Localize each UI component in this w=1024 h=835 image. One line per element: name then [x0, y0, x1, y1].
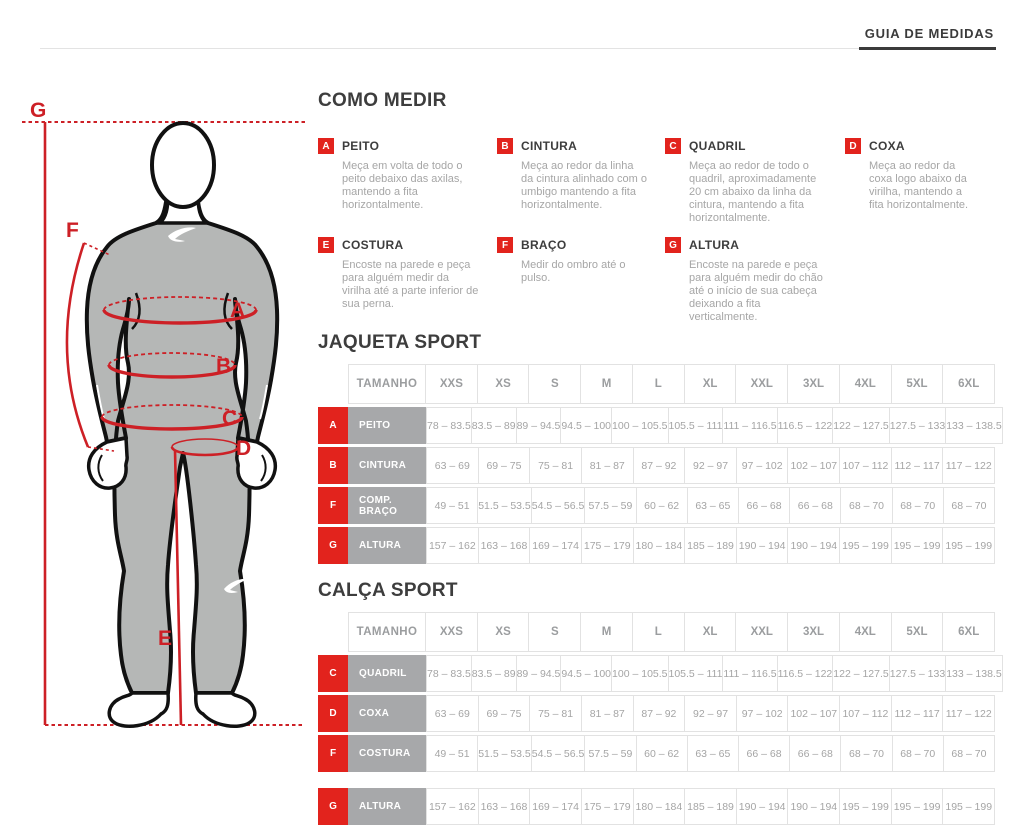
measurement-value-cell: 185 – 189 — [684, 527, 737, 564]
size-column-header: L — [632, 612, 685, 652]
measure-letter-badge: F — [497, 237, 513, 253]
pants-table-title: CALÇA SPORT — [318, 580, 458, 601]
table-corner-spacer — [318, 364, 348, 404]
measurement-value-cell: 100 – 105.5 — [611, 407, 668, 444]
measurement-row-peito — [318, 407, 1002, 444]
measurement-value-cell: 78 – 83.5 — [426, 407, 472, 444]
measure-item-header — [497, 138, 647, 154]
measurement-value-cell: 69 – 75 — [478, 695, 531, 732]
measurement-value-cell: 68 – 70 — [840, 735, 892, 772]
measurement-value-cell: 105.5 – 111 — [668, 407, 724, 444]
measure-item-coxa — [845, 138, 995, 225]
measurement-value-cell: 122 – 127.5 — [832, 655, 889, 692]
measure-item-quadril — [665, 138, 845, 225]
row-measurement-label: COSTURA — [348, 735, 426, 772]
arm-measure-curve — [67, 243, 88, 447]
measurement-value-cell: 190 – 194 — [736, 527, 789, 564]
measurement-value-cell: 107 – 112 — [839, 695, 892, 732]
left-hand — [89, 438, 128, 488]
row-letter-badge: G — [318, 788, 348, 825]
measurement-value-cell: 195 – 199 — [942, 527, 995, 564]
row-measurement-label: ALTURA — [348, 788, 426, 825]
row-measurement-label: QUADRIL — [348, 655, 426, 692]
measure-item-name: COXA — [869, 139, 905, 153]
measurement-value-cell: 157 – 162 — [426, 527, 479, 564]
measurement-value-cell: 92 – 97 — [684, 447, 737, 484]
measurement-value-cell: 195 – 199 — [839, 788, 892, 825]
measurement-value-cell: 94.5 – 100 — [560, 655, 612, 692]
row-measurement-label: PEITO — [348, 407, 426, 444]
measurement-row-costura — [318, 735, 995, 772]
measure-item-header — [318, 138, 479, 154]
measure-item-costura — [318, 237, 497, 324]
size-column-header: 4XL — [839, 612, 892, 652]
row-measurement-label: CINTURA — [348, 447, 426, 484]
measurement-value-cell: 195 – 199 — [839, 527, 892, 564]
measurement-value-cell: 63 – 69 — [426, 695, 479, 732]
row-letter-badge: D — [318, 695, 348, 732]
measure-item-name: PEITO — [342, 139, 380, 153]
figure-label-d: D — [236, 437, 252, 460]
measurement-value-cell: 51.5 – 53.5 — [477, 735, 532, 772]
size-column-header: XXL — [735, 364, 788, 404]
measurement-value-cell: 195 – 199 — [891, 788, 944, 825]
measurement-value-cell: 133 – 138.5 — [945, 655, 1002, 692]
measurement-value-cell: 63 – 65 — [687, 487, 739, 524]
measurement-value-cell: 75 – 81 — [529, 447, 582, 484]
measure-item-name: CINTURA — [521, 139, 578, 153]
figure-label-a: A — [230, 299, 246, 322]
measurement-value-cell: 60 – 62 — [636, 735, 688, 772]
measure-item-header — [845, 138, 977, 154]
row-measurement-label: COMP. BRAÇO — [348, 487, 426, 524]
jacket-size-table — [318, 364, 1002, 564]
measurement-value-cell: 63 – 65 — [687, 735, 739, 772]
measurement-value-cell: 112 – 117 — [891, 447, 944, 484]
how-to-measure-title: COMO MEDIR — [318, 90, 447, 111]
measurement-value-cell: 66 – 68 — [738, 735, 790, 772]
measurement-value-cell: 97 – 102 — [736, 695, 789, 732]
measurement-value-cell: 117 – 122 — [942, 447, 995, 484]
measurement-value-cell: 127.5 – 133 — [889, 655, 946, 692]
measurement-value-cell: 190 – 194 — [787, 527, 840, 564]
measurement-value-cell: 75 – 81 — [529, 695, 582, 732]
measurement-row-altura — [318, 788, 995, 825]
size-column-header: 3XL — [787, 364, 840, 404]
measurement-value-cell: 127.5 – 133 — [889, 407, 946, 444]
size-column-header: 5XL — [891, 364, 944, 404]
content-column — [318, 90, 1002, 828]
measurement-value-cell: 87 – 92 — [633, 447, 686, 484]
right-foot — [196, 693, 255, 726]
measure-letter-badge: G — [665, 237, 681, 253]
measurement-value-cell: 175 – 179 — [581, 527, 634, 564]
size-column-header: 6XL — [942, 364, 995, 404]
measurement-value-cell: 83.5 – 89 — [471, 407, 517, 444]
size-column-header: 6XL — [942, 612, 995, 652]
figure-label-g: G — [30, 99, 47, 122]
measurement-row-quadril — [318, 655, 1002, 692]
size-column-header: XL — [684, 364, 737, 404]
measure-item-header — [665, 138, 827, 154]
measurement-value-cell: 163 – 168 — [478, 788, 531, 825]
measure-letter-badge: A — [318, 138, 334, 154]
measurement-value-cell: 68 – 70 — [943, 487, 995, 524]
measurement-value-cell: 66 – 68 — [738, 487, 790, 524]
figure-label-c: C — [222, 407, 238, 430]
figure-label-f: F — [66, 219, 79, 242]
measurement-value-cell: 78 – 83.5 — [426, 655, 472, 692]
measure-item-peito — [318, 138, 497, 225]
row-letter-badge: F — [318, 735, 348, 772]
table-corner-spacer — [318, 612, 348, 652]
measure-item-description: Meça ao redor da linha da cintura alinhado com o umbigo mantendo a fita horizontalmente. — [521, 160, 647, 211]
measurement-value-cell: 102 – 107 — [787, 695, 840, 732]
figure-label-e: E — [158, 627, 173, 650]
measure-item-description: Meça em volta de todo o peito debaixo das axilas, mantendo a fita horizontalmente. — [342, 160, 463, 211]
measure-item-description: Medir do ombro até o pulso. — [521, 259, 626, 284]
measurement-value-cell: 81 – 87 — [581, 447, 634, 484]
measure-item-header — [665, 237, 827, 253]
measurement-value-cell: 175 – 179 — [581, 788, 634, 825]
measurement-value-cell: 169 – 174 — [529, 527, 582, 564]
measurement-value-cell: 87 – 92 — [633, 695, 686, 732]
size-column-header: M — [580, 364, 633, 404]
row-measurement-label: ALTURA — [348, 527, 426, 564]
measurement-value-cell: 68 – 70 — [943, 735, 995, 772]
size-column-header: S — [528, 364, 581, 404]
size-header-label: TAMANHO — [348, 612, 426, 652]
measurement-row-comp-bra-o — [318, 487, 995, 524]
measurement-value-cell: 112 – 117 — [891, 695, 944, 732]
measurement-value-cell: 102 – 107 — [787, 447, 840, 484]
size-column-header: M — [580, 612, 633, 652]
measure-letter-badge: D — [845, 138, 861, 154]
measurement-value-cell: 89 – 94.5 — [516, 655, 562, 692]
measurement-value-cell: 69 – 75 — [478, 447, 531, 484]
measurement-value-cell: 190 – 194 — [736, 788, 789, 825]
measure-letter-badge: E — [318, 237, 334, 253]
row-letter-badge: B — [318, 447, 348, 484]
measurement-value-cell: 116.5 – 122 — [777, 655, 834, 692]
measurement-row-cintura — [318, 447, 995, 484]
size-column-header: XXL — [735, 612, 788, 652]
measurement-value-cell: 190 – 194 — [787, 788, 840, 825]
measure-item-description: Meça ao redor de todo o quadril, aproximadamente 20 cm abaixo da linha da cintura, mantendo a fita horizontalmente. — [689, 160, 817, 224]
measurement-value-cell: 195 – 199 — [891, 527, 944, 564]
page-header — [40, 26, 996, 50]
size-column-header: XS — [477, 612, 530, 652]
size-column-header: 4XL — [839, 364, 892, 404]
row-letter-badge: C — [318, 655, 348, 692]
measurement-value-cell: 122 – 127.5 — [832, 407, 889, 444]
measurement-value-cell: 68 – 70 — [840, 487, 892, 524]
measurement-value-cell: 180 – 184 — [633, 527, 686, 564]
measurement-value-cell: 63 – 69 — [426, 447, 479, 484]
row-letter-badge: A — [318, 407, 348, 444]
measurement-value-cell: 66 – 68 — [789, 735, 841, 772]
size-column-header: XS — [477, 364, 530, 404]
measurement-value-cell: 68 – 70 — [892, 487, 944, 524]
measurement-value-cell: 94.5 – 100 — [560, 407, 612, 444]
measurement-value-cell: 163 – 168 — [478, 527, 531, 564]
measurement-value-cell: 157 – 162 — [426, 788, 479, 825]
measurement-value-cell: 105.5 – 111 — [668, 655, 724, 692]
size-column-header: XXS — [425, 612, 478, 652]
measurement-value-cell: 83.5 – 89 — [471, 655, 517, 692]
measurement-value-cell: 92 – 97 — [684, 695, 737, 732]
measurement-value-cell: 68 – 70 — [892, 735, 944, 772]
header-divider-line — [40, 48, 859, 49]
measurement-value-cell: 81 – 87 — [581, 695, 634, 732]
measurement-value-cell: 54.5 – 56.5 — [531, 735, 586, 772]
measure-item-description: Encoste na parede e peça para alguém medir da virilha até a parte inferior de sua perna. — [342, 259, 479, 310]
measurement-row-altura — [318, 527, 995, 564]
size-column-header: 5XL — [891, 612, 944, 652]
measurement-value-cell: 133 – 138.5 — [945, 407, 1002, 444]
page-title: GUIA DE MEDIDAS — [859, 26, 996, 50]
row-letter-badge: G — [318, 527, 348, 564]
measure-item-name: COSTURA — [342, 238, 404, 252]
head — [152, 123, 214, 207]
measurement-value-cell: 180 – 184 — [633, 788, 686, 825]
measure-item-braço — [497, 237, 665, 324]
size-column-header: S — [528, 612, 581, 652]
measurement-value-cell: 97 – 102 — [736, 447, 789, 484]
size-column-header: XL — [684, 612, 737, 652]
measurement-value-cell: 100 – 105.5 — [611, 655, 668, 692]
size-column-header: 3XL — [787, 612, 840, 652]
measure-item-name: BRAÇO — [521, 238, 567, 252]
measurement-value-cell: 49 – 51 — [426, 735, 478, 772]
size-table-header-row — [318, 612, 995, 652]
measurement-value-cell: 60 – 62 — [636, 487, 688, 524]
measurement-row-coxa — [318, 695, 995, 732]
measure-letter-badge: C — [665, 138, 681, 154]
body-measurement-diagram — [20, 95, 310, 760]
figure-label-b: B — [216, 355, 232, 378]
measurement-value-cell: 116.5 – 122 — [777, 407, 834, 444]
size-column-header: L — [632, 364, 685, 404]
size-column-header: XXS — [425, 364, 478, 404]
measure-item-description: Encoste na parede e peça para alguém medir do chão até o início de sua cabeça deixando a fita verticalmente. — [689, 259, 823, 323]
measurement-value-cell: 66 – 68 — [789, 487, 841, 524]
left-foot — [109, 693, 168, 726]
measurement-value-cell: 185 – 189 — [684, 788, 737, 825]
measure-item-name: ALTURA — [689, 238, 740, 252]
measure-item-description: Meça ao redor da coxa logo abaixo da virilha, mantendo a fita horizontalmente. — [869, 160, 969, 211]
jacket-table-title: JAQUETA SPORT — [318, 332, 482, 353]
measure-item-header — [318, 237, 479, 253]
measure-item-name: QUADRIL — [689, 139, 746, 153]
measurement-value-cell: 117 – 122 — [942, 695, 995, 732]
measurement-value-cell: 111 – 116.5 — [722, 407, 777, 444]
measurement-value-cell: 169 – 174 — [529, 788, 582, 825]
measurement-value-cell: 54.5 – 56.5 — [531, 487, 586, 524]
measurement-value-cell: 51.5 – 53.5 — [477, 487, 532, 524]
measure-item-altura — [665, 237, 845, 324]
measurement-value-cell: 195 – 199 — [942, 788, 995, 825]
measure-letter-badge: B — [497, 138, 513, 154]
row-measurement-label: COXA — [348, 695, 426, 732]
measurement-value-cell: 111 – 116.5 — [722, 655, 777, 692]
measure-item-cintura — [497, 138, 665, 225]
row-letter-badge: F — [318, 487, 348, 524]
measure-item-header — [497, 237, 647, 253]
size-header-label: TAMANHO — [348, 364, 426, 404]
measure-definitions-grid — [318, 138, 995, 324]
measurement-value-cell: 49 – 51 — [426, 487, 478, 524]
measurement-value-cell: 57.5 – 59 — [584, 735, 636, 772]
measurement-value-cell: 89 – 94.5 — [516, 407, 562, 444]
measurement-value-cell: 57.5 – 59 — [584, 487, 636, 524]
measurement-value-cell: 107 – 112 — [839, 447, 892, 484]
size-table-header-row — [318, 364, 995, 404]
measurement-figure — [20, 95, 310, 760]
pants-size-table — [318, 612, 1002, 825]
